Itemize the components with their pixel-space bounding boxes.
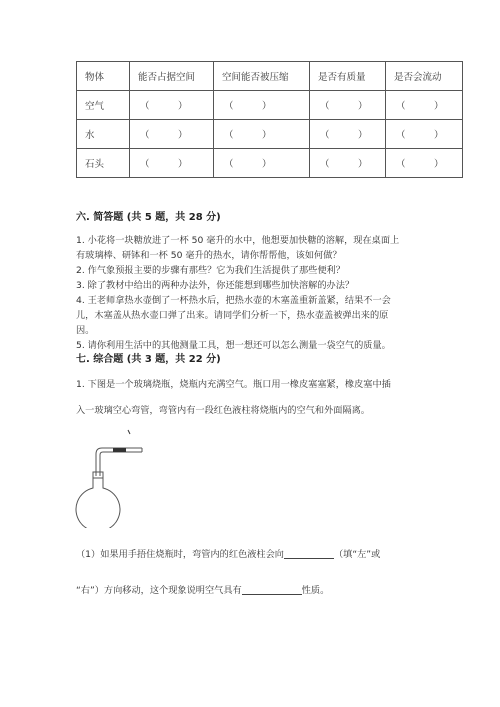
answer-cell[interactable]: （ ）: [130, 91, 214, 120]
answer-blank[interactable]: [242, 584, 302, 595]
table-row: [77, 149, 463, 178]
table-header: 物体: [77, 62, 130, 91]
answer-cell[interactable]: （ ）: [214, 120, 310, 149]
sub-question-1-line-1: （1）如果用手捂住烧瓶时，弯管内的红色液柱会向 （填“左”或: [76, 549, 381, 560]
answer-blank[interactable]: [284, 548, 334, 559]
properties-table: [76, 61, 463, 178]
round-flask: [76, 478, 120, 528]
flask-diagram: [70, 428, 190, 528]
question-line: 入一玻璃空心弯管，弯管内有一段红色液柱将烧瓶内的空气和外面隔离。: [76, 405, 370, 416]
answer-cell[interactable]: （ ）: [310, 120, 386, 149]
question-line: 1. 下图是一个玻璃烧瓶，烧瓶内充满空气。瓶口用一橡皮塞塞紧，橡皮塞中插: [76, 379, 391, 390]
table-header: 是否有质量: [310, 62, 386, 91]
sub-question-1-line-2: “右”）方向移动，这个现象说明空气具有 性质。: [76, 585, 330, 596]
row-label: 水: [77, 120, 130, 149]
answer-cell[interactable]: （ ）: [386, 91, 463, 120]
table-header: 是否会流动: [386, 62, 463, 91]
question-line: 儿，木塞盖从热水壶口弹了出来。请同学们分析一下，热水壶盖被弹出来的原: [76, 310, 389, 321]
question-line: 5. 请你利用生活中的其他测量工具，想一想还可以怎么测量一袋空气的质量。: [76, 340, 391, 351]
question-line: 1. 小花将一块糖放进了一杯 50 毫升的水中，他想要加快糖的溶解，现在桌面上: [76, 235, 400, 246]
answer-cell[interactable]: （ ）: [214, 91, 310, 120]
liquid-column: [113, 448, 126, 452]
answer-cell[interactable]: （ ）: [130, 120, 214, 149]
section-title-short-answer: 六. 简答题 (共 5 题，共 28 分): [76, 212, 221, 223]
answer-cell[interactable]: （ ）: [130, 149, 214, 178]
answer-cell[interactable]: （ ）: [386, 120, 463, 149]
table-row: [77, 91, 463, 120]
table-header: 空间能否被压缩: [214, 62, 310, 91]
glass-tube-inner: [100, 452, 142, 476]
table-row: [77, 120, 463, 149]
table-header-row: [77, 62, 463, 91]
tube-end-mark: [128, 430, 130, 434]
row-label: 石头: [77, 149, 130, 178]
question-line: 有玻璃棒、研钵和一杯 50 毫升的热水，请你帮帮他，该如何做？: [76, 250, 342, 261]
rubber-stopper: [93, 472, 103, 478]
question-line: 2. 作气象预报主要的步骤有那些？它为我们生活提供了那些便利？: [76, 265, 345, 276]
table-header: 能否占据空间: [130, 62, 214, 91]
answer-cell[interactable]: （ ）: [214, 149, 310, 178]
question-line: 因。: [76, 325, 95, 336]
answer-cell[interactable]: （ ）: [310, 91, 386, 120]
question-line: 4. 王老师拿热水壶倒了一杯热水后，把热水壶的木塞盖重新盖紧，结果不一会: [76, 295, 391, 306]
section-title-comprehensive: 七. 综合题 (共 3 题，共 22 分): [76, 354, 221, 365]
row-label: 空气: [77, 91, 130, 120]
question-line: 3. 除了教材中给出的两种办法外，你还能想到哪些加快溶解的办法？: [76, 280, 355, 291]
short-answer-questions: [76, 233, 428, 353]
answer-cell[interactable]: （ ）: [386, 149, 463, 178]
answer-cell[interactable]: （ ）: [310, 149, 386, 178]
